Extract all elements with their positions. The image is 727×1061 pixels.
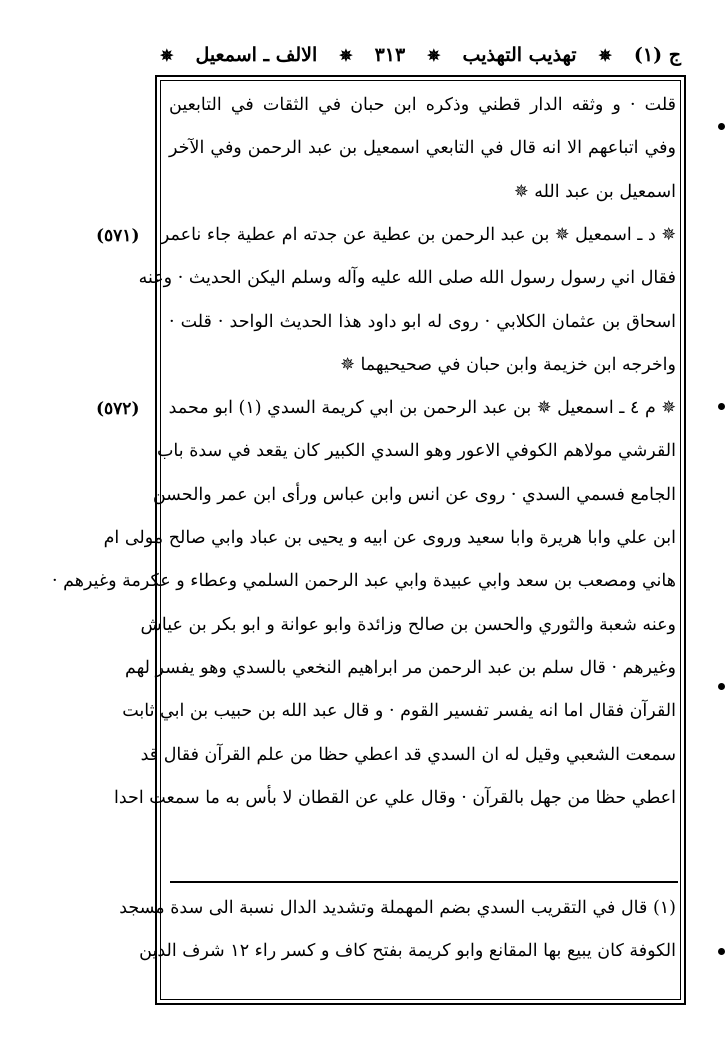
text-line: واخرجه ابن خزيمة وابن حبان في صحيحيهما ✵	[340, 354, 676, 375]
text-line: ✵ م ٤ ـ اسمعيل ✵ بن عبد الرحمن بن ابي كريمة السدي (١) ابو محمد	[168, 398, 676, 419]
volume-label: ج (١)	[633, 44, 681, 66]
entry-number: (٥٧١)	[96, 225, 140, 246]
text-line: القرآن فقال اما انه يفسر تفسير القوم · و قال عبد الله بن حبيب بن ابي ثابت	[122, 701, 676, 722]
text-line: ابن علي وابا هريرة وابا سعيد وروى عن ابيه و يحيى بن عباد وابي صالح مولى ام	[103, 528, 676, 548]
scan-mark	[718, 403, 725, 410]
scan-mark	[718, 948, 725, 955]
text-line: وفي اتباعهم الا انه قال في التابعي اسمعيل بن عبد الرحمن وفي الآخر	[169, 138, 676, 159]
text-line: فقال اني رسول رسول الله صلى الله عليه وآله وسلم اليكن الحديث · وعنه	[138, 268, 676, 289]
star-ornament-icon: ✵	[427, 45, 441, 65]
footnote-line: (١) قال في التقريب السدي بضم المهملة وتشديد الدال نسبة الى سدة مسجد	[119, 898, 676, 918]
star-ornament-icon: ✵	[339, 45, 353, 65]
entry-number: (٥٧٢)	[96, 399, 140, 420]
text-line: ✵ د ـ اسمعيل ✵ بن عبد الرحمن بن عطية عن جدته ام عطية جاء ناعمر	[160, 224, 676, 245]
text-line: قلت · و وثقه الدار قطني وذكره ابن حبان في الثقات في التابعين	[169, 95, 676, 115]
text-line: اعطي حظا من جهل بالقرآن · وقال علي عن القطان لا بأس به ما سمعت احدا	[113, 787, 676, 808]
text-line: الجامع فسمي السدي · روى عن انس وابن عباس ورأى ابن عمر والحسن	[152, 484, 676, 505]
text-line: القرشي مولاهم الكوفي الاعور وهو السدي الكبير كان يقعد في سدة باب	[156, 441, 676, 462]
star-ornament-icon: ✵	[160, 45, 174, 65]
footnote-line: الكوفة كان يبيع بها المقانع وابو كريمة بفتح كاف و كسر راء ١٢ شرف الدين	[139, 941, 676, 961]
page-number: ٣١٣	[374, 44, 406, 66]
scan-mark	[718, 683, 725, 690]
text-line: وعنه شعبة والثوري والحسن بن صالح وزائدة وابو عوانة و ابو بكر بن عياش	[140, 614, 676, 635]
section-title: الالف ـ اسمعيل	[195, 44, 318, 66]
scan-mark	[718, 123, 725, 130]
text-line: اسحاق بن عثمان الكلابي · روى له ابو داود هذا الحديث الواحد · قلت ·	[169, 311, 676, 332]
footnote-divider	[170, 881, 678, 883]
text-line: وغيرهم · قال سلم بن عبد الرحمن مر ابراهيم النخعي بالسدي وهو يفسر لهم	[124, 657, 676, 678]
star-ornament-icon: ✵	[598, 45, 612, 65]
text-line: اسمعيل بن عبد الله ✵	[513, 181, 676, 202]
text-line: سمعت الشعبي وقيل له ان السدي قد اعطي حظا من علم القرآن فقال قد	[140, 744, 676, 765]
book-title: تهذيب التهذيب	[462, 44, 577, 66]
text-line: هاني ومصعب بن سعد وابي عبيدة وابي عبد الرحمن السلمي وعطاء و عكرمة وغيرهم ·	[52, 571, 676, 592]
running-header	[160, 40, 681, 70]
